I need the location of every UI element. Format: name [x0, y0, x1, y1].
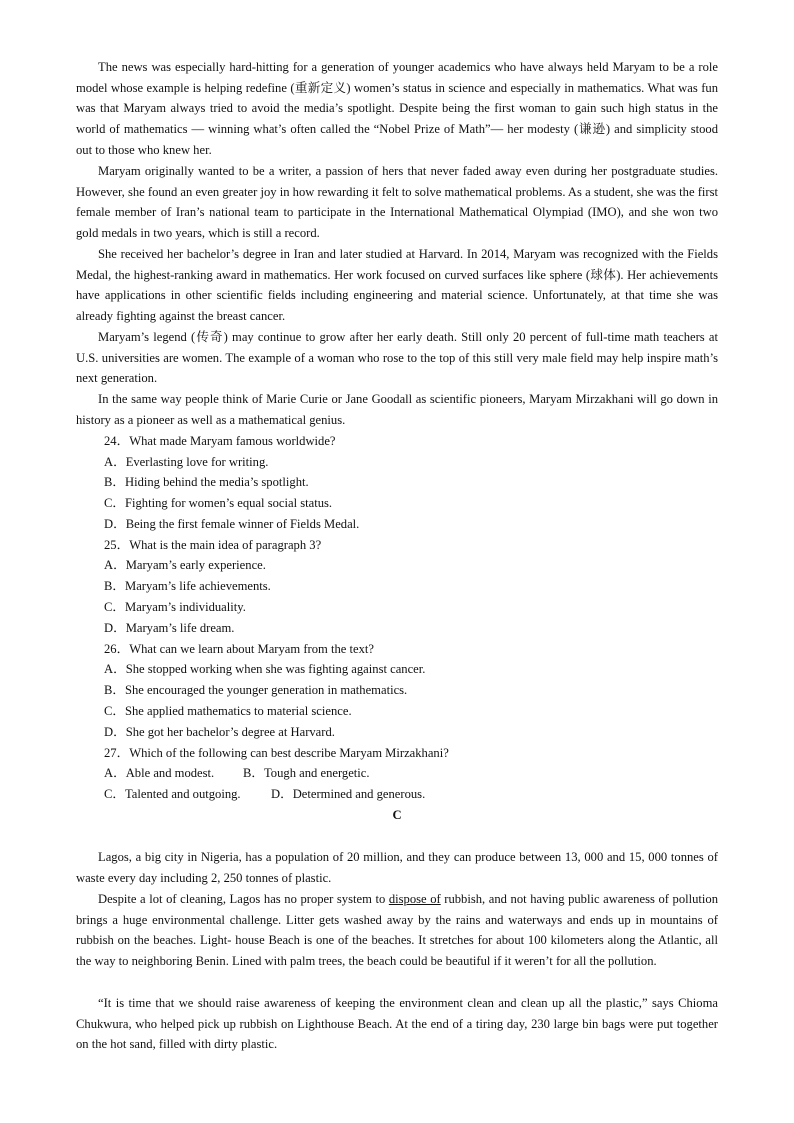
question-26-option-c: C．She applied mathematics to material science. [104, 704, 352, 718]
paragraph-2-lead: Despite a lot of cleaning, Lagos has no proper system to [98, 892, 389, 906]
question-27-option-a: A．Able and modest. [104, 766, 215, 780]
question-25-option-d: D．Maryam’s life dream. [104, 621, 235, 635]
question-24-option-d: D．Being the first female winner of Fields Medal. [104, 517, 360, 531]
question-27-stem: 27．Which of the following can best describe Maryam Mirzakhani? [104, 746, 449, 760]
section-c-heading: C [392, 808, 402, 822]
question-27-option-d: D．Determined and generous. [271, 787, 426, 801]
section-c-paragraph-3: “It is time that we should raise awareness of keeping the environment clean and clean up all the plastic,” says Chioma Chukwura, who helped pick up rubbish on Lighthouse Beach. At the end of a tiring day, 230 large bin bags were put together on the hot sand, filled with dirty plastic. [76, 996, 718, 1052]
question-26-option-b: B．She encouraged the younger generation in mathematics. [104, 683, 408, 697]
underlined-phrase: dispose of [388, 892, 441, 906]
section-c-paragraph-1: Lagos, a big city in Nigeria, has a population of 20 million, and they can produce between 13, 000 and 15, 000 tonnes of waste every day including 2, 250 tonnes of plastic. [76, 850, 718, 885]
question-25-option-b: B．Maryam’s life achievements. [104, 579, 271, 593]
question-24-stem: 24．What made Maryam famous worldwide? [104, 434, 336, 448]
paragraph-2-rest: rubbish, and not having public awareness of pollution brings a huge environmental challenge. Litter gets washed away by the rains and waterways and ends up in mountains of rubbish on the beaches. Light- house Beach is one of the beaches. It stretches for about 100 kilometers along the Atlantic, all the way to neighboring Benin. Lined with palm trees, the beach could be beautiful if it weren’t for all the pollution. [76, 892, 718, 969]
question-27-option-b: B．Tough and energetic. [243, 766, 370, 780]
question-24-option-a: A．Everlasting love for writing. [104, 455, 269, 469]
question-26-option-d: D．She got her bachelor’s degree at Harvard. [104, 725, 335, 739]
question-25-option-c: C．Maryam’s individuality. [104, 600, 246, 614]
question-24-option-b: B．Hiding behind the media’s spotlight. [104, 475, 309, 489]
passage-paragraph-3: She received her bachelor’s degree in Iran and later studied at Harvard. In 2014, Maryam was recognized with the Fields Medal, the highest-ranking award in mathematics. Her work focused on curved surfaces like sphere (球体). Her achievements have applications in other scientific fields including engineering and material science. Unfortunately, at that time she was already fighting against the breast cancer. [76, 247, 718, 324]
question-26-option-a: A．She stopped working when she was fighting against cancer. [104, 662, 426, 676]
question-24-option-c: C．Fighting for women’s equal social status. [104, 496, 333, 510]
question-25-option-a: A．Maryam’s early experience. [104, 558, 266, 572]
passage-paragraph-5: In the same way people think of Marie Curie or Jane Goodall as scientific pioneers, Maryam Mirzakhani will go down in history as a pioneer as well as a mathematical genius. [76, 392, 718, 427]
question-27-option-c: C．Talented and outgoing. [104, 787, 241, 801]
passage-paragraph-4: Maryam’s legend (传奇) may continue to grow after her early death. Still only 20 percent of full-time math teachers at U.S. universities are women. The example of a woman who rose to the top of this still very male field may help inspire math’s next generation. [76, 330, 718, 386]
section-c-paragraph-2 [76, 889, 718, 972]
question-25-stem: 25．What is the main idea of paragraph 3? [104, 538, 322, 552]
question-26-stem: 26．What can we learn about Maryam from the text? [104, 642, 374, 656]
passage-paragraph-1: The news was especially hard-hitting for a generation of younger academics who have always held Maryam to be a role model whose example is helping redefine (重新定义) women’s status in science and especially in mathematics. What was fun was that Maryam always tried to avoid the media’s spotlight. Despite being the first woman to gain such high status in the world of mathematics — winning what’s often called the “Nobel Prize of Math”— her modesty (谦逊) and simplicity stood out to those who knew her. [76, 60, 718, 157]
passage-paragraph-2: Maryam originally wanted to be a writer, a passion of hers that never faded away even during her postgraduate studies. However, she found an even greater joy in how rewarding it felt to solve mathematical problems. As a student, she was the first female member of Iran’s national team to participate in the International Mathematical Olympiad (IMO), and she won two gold medals in two years, which is still a record. [76, 164, 718, 241]
